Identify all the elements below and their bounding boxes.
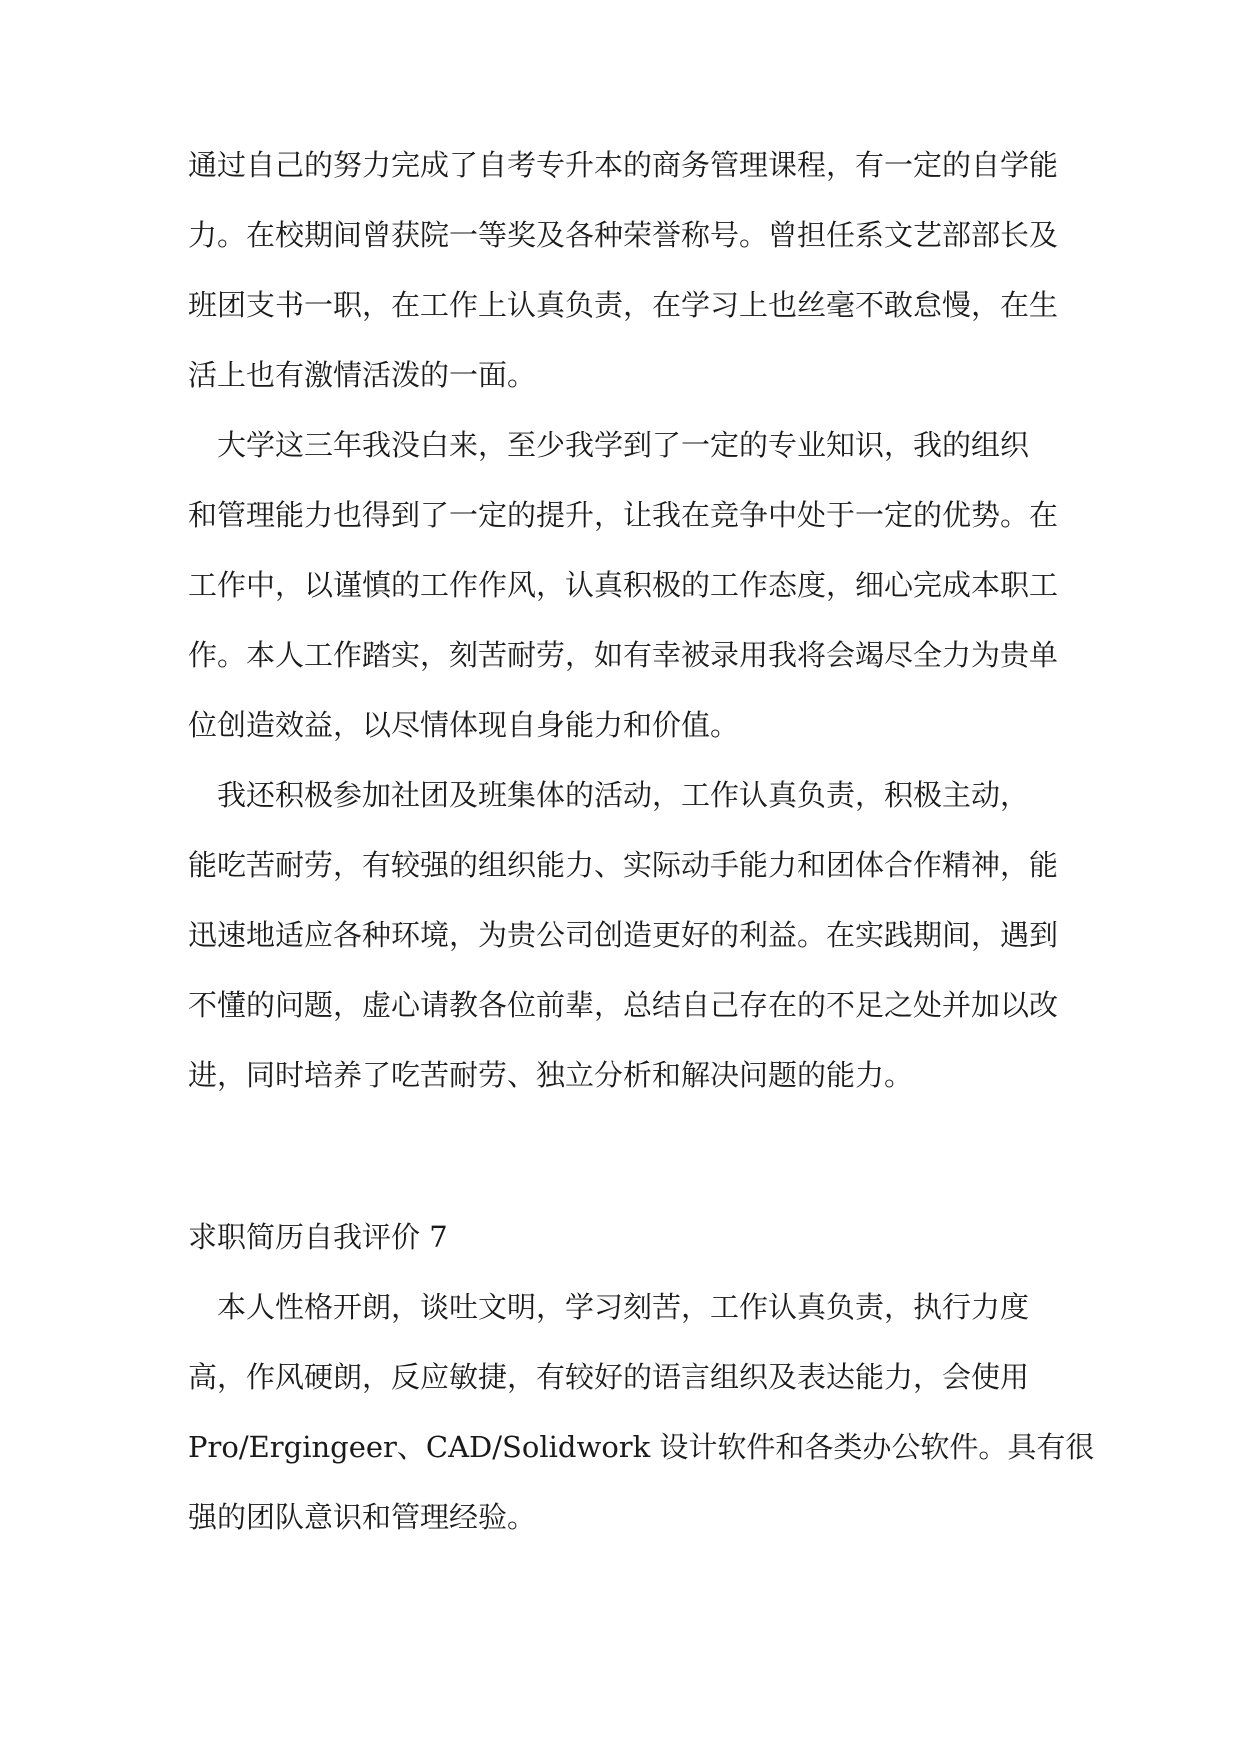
paragraph-line: 作。本人工作踏实，刻苦耐劳，如有幸被录用我将会竭尽全力为贵单 [188, 638, 1059, 672]
paragraph-line: 活上也有激情活泼的一面。 [188, 358, 537, 392]
paragraph-line: 位创造效益，以尽情体现自身能力和价值。 [188, 708, 740, 742]
paragraph-line: 班团支书一职，在工作上认真负责，在学习上也丝毫不敢怠慢，在生 [188, 288, 1059, 322]
paragraph-line: 通过自己的努力完成了自考专升本的商务管理课程，有一定的自学能 [188, 148, 1059, 182]
paragraph-line: 能吃苦耐劳，有较强的组织能力、实际动手能力和团体合作精神，能 [188, 848, 1059, 882]
paragraph-line: Pro/Ergingeer、CAD/Solidwork 设计软件和各类办公软件。具有很 [188, 1430, 1095, 1464]
paragraph-line: 大学这三年我没白来，至少我学到了一定的专业知识，我的组织 [188, 428, 1030, 462]
paragraph-line: 和管理能力也得到了一定的提升，让我在竞争中处于一定的优势。在 [188, 498, 1059, 532]
paragraph-line: 工作中，以谨慎的工作作风，认真积极的工作态度，细心完成本职工 [188, 568, 1059, 602]
paragraph-line: 迅速地适应各种环境，为贵公司创造更好的利益。在实践期间，遇到 [188, 918, 1059, 952]
section-heading: 求职简历自我评价 7 [188, 1220, 448, 1254]
paragraph-line: 本人性格开朗，谈吐文明，学习刻苦，工作认真负责，执行力度 [188, 1290, 1030, 1324]
paragraph-line: 强的团队意识和管理经验。 [188, 1500, 537, 1534]
paragraph-line: 我还积极参加社团及班集体的活动，工作认真负责，积极主动， [188, 778, 1030, 812]
paragraph-line: 力。在校期间曾获院一等奖及各种荣誉称号。曾担任系文艺部部长及 [188, 218, 1059, 252]
paragraph-line: 高，作风硬朗，反应敏捷，有较好的语言组织及表达能力，会使用 [188, 1360, 1030, 1394]
paragraph-line: 不懂的问题，虚心请教各位前辈，总结自己存在的不足之处并加以改 [188, 988, 1059, 1022]
paragraph-line: 进，同时培养了吃苦耐劳、独立分析和解决问题的能力。 [188, 1058, 914, 1092]
